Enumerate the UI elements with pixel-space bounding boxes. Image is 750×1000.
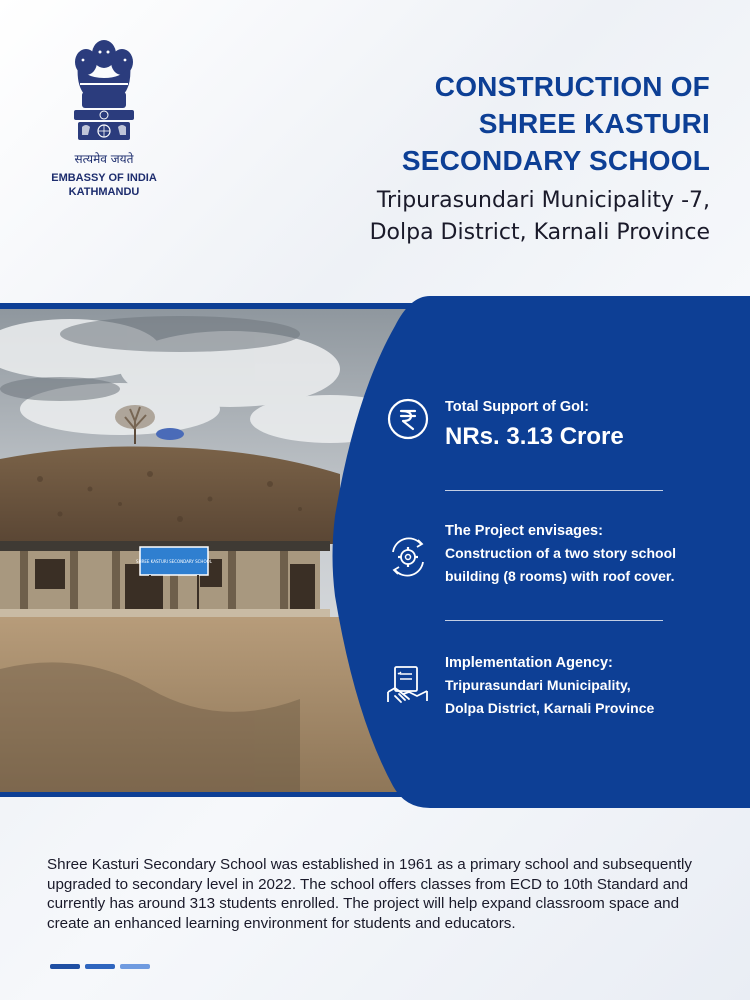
agency-line-2: Dolpa District, Karnali Province <box>445 700 655 716</box>
info-divider-1 <box>445 490 663 491</box>
agency-line-1: Tripurasundari Municipality, <box>445 677 631 693</box>
support-amount: NRs. 3.13 Crore <box>445 423 624 450</box>
national-emblem-icon <box>64 34 144 146</box>
embassy-emblem-block <box>44 34 164 199</box>
handshake-document-icon <box>385 664 431 710</box>
embassy-name <box>44 171 164 199</box>
dash-3 <box>120 964 150 969</box>
rupee-icon <box>385 396 431 442</box>
location-subtitle <box>290 185 710 249</box>
project-line-1: Construction of a two story school <box>445 545 677 561</box>
embassy-name-line1: EMBASSY OF INDIA <box>51 172 157 184</box>
agency-info <box>385 652 745 720</box>
dash-2 <box>85 964 115 969</box>
subtitle-line-2: Dolpa District, Karnali Province <box>369 220 710 245</box>
info-panel <box>325 296 750 808</box>
dash-1 <box>50 964 80 969</box>
emblem-motto: सत्यमेव जयते <box>74 152 134 166</box>
support-info <box>385 396 745 454</box>
title-line-3: SECONDARY SCHOOL <box>401 145 710 176</box>
school-signboard: SHREE KASTURI SECONDARY SCHOOL <box>136 559 212 564</box>
title-line-2: SHREE KASTURI <box>478 108 710 139</box>
decorative-dashes <box>50 964 150 969</box>
project-line-2: building (8 rooms) with roof cover. <box>445 568 675 584</box>
gear-cycle-icon <box>385 534 431 580</box>
embassy-name-line2: KATHMANDU <box>68 186 140 198</box>
support-label: Total Support of GoI: <box>445 399 589 415</box>
info-divider-2 <box>445 620 663 621</box>
school-description: Shree Kasturi Secondary School was established in 1961 as a primary school and subsequently upgraded to secondary level in 2022. The school offers classes from ECD to 10th Standard and currently has around 313 students enrolled. The project will help expand classroom space and create an enhanced learning environment for students and educators. <box>47 856 693 932</box>
project-info <box>385 520 745 588</box>
subtitle-line-1: Tripurasundari Municipality -7, <box>376 188 710 213</box>
agency-label: Implementation Agency: <box>445 655 613 671</box>
title-block <box>290 68 710 249</box>
title-line-1: CONSTRUCTION OF <box>434 71 710 102</box>
project-label: The Project envisages: <box>445 523 603 539</box>
